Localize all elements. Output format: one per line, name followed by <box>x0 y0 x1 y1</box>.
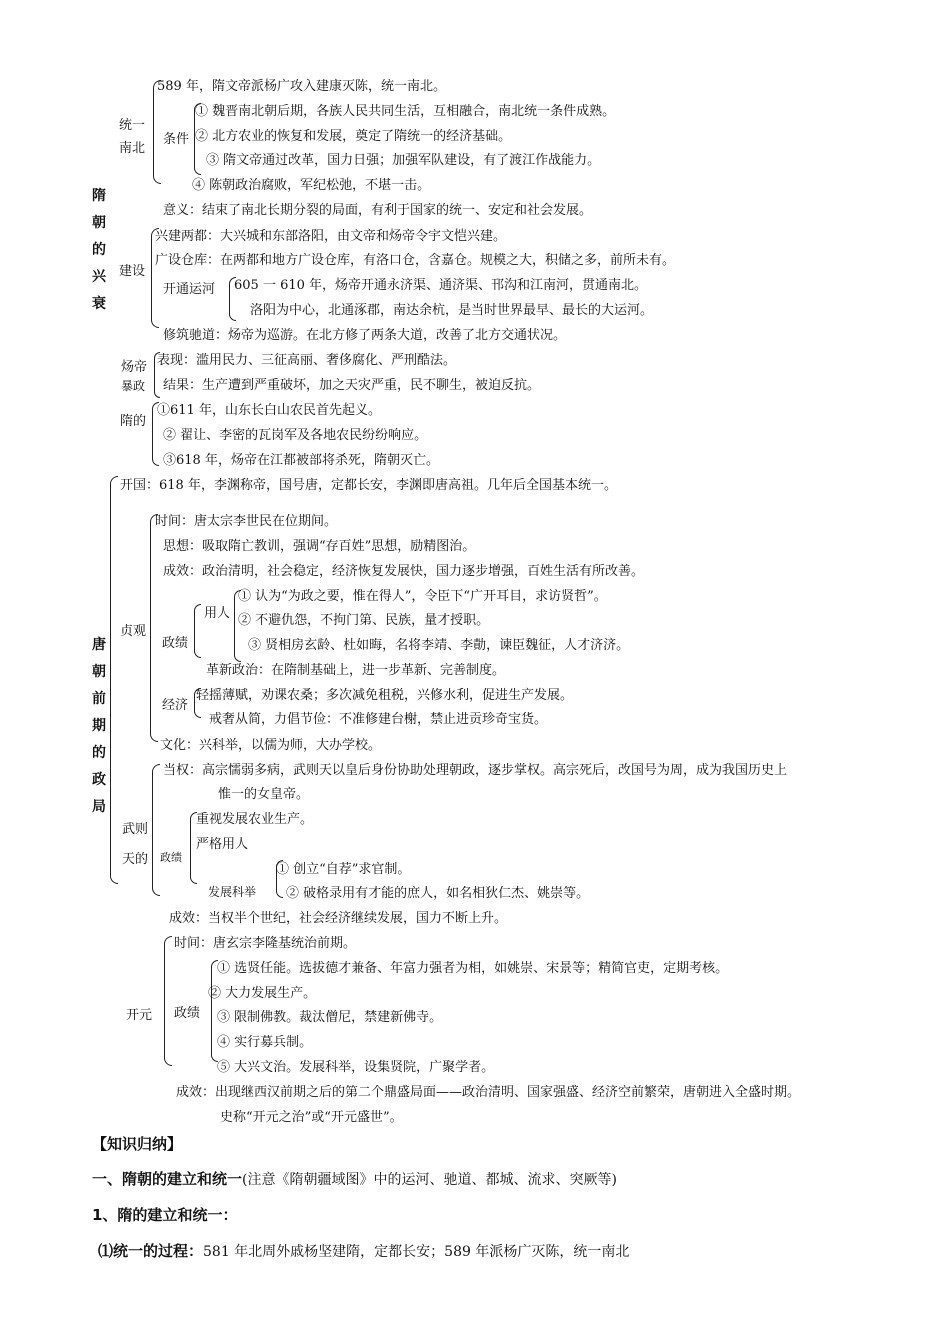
bracket-tang <box>110 476 118 884</box>
line-zg-people-3: ③ 贤相房玄龄、杜如晦，名将李靖、李勣，谏臣魏征，人才济济。 <box>248 638 630 653</box>
label-tongyi: 统一 <box>119 118 146 133</box>
line-fall-3: ③618 年，炀帝在江都被部将杀死，隋朝灭亡。 <box>163 453 439 468</box>
section1-heading <box>92 1168 617 1191</box>
line-fall-1: ①611 年，山东长白山农民首先起义。 <box>157 403 381 418</box>
knowledge-heading: 【知识归纳】 <box>92 1135 183 1153</box>
bracket-zhenguan <box>150 514 158 742</box>
line-zg-thought: 思想：吸取隋亡教训，强调“存百姓”思想，励精图治。 <box>163 539 476 554</box>
label-suide: 隋的 <box>120 414 147 429</box>
line-ky-result: 成效：出现继西汉前期之后的第二个鼎盛局面——政治清明、国家强盛、经济空前繁荣，唐朝进入全盛时期。 <box>176 1085 801 1100</box>
line-canal-2: 洛阳为中心，北通涿郡，南达余杭，是当时世界最早、最长的大运河。 <box>250 303 654 318</box>
line-ky-3: ③ 限制佛教。裁汰僧尼，禁建新佛寺。 <box>217 1010 443 1025</box>
line-roads: 修筑驰道：炀帝为巡游。在北方修了两条大道，改善了北方交通状况。 <box>163 328 567 343</box>
line-zg-economy-2: 戒奢从简，力倡节俭：不准修建台榭，禁止进贡珍奇宝货。 <box>209 712 548 727</box>
line-two-capitals: 兴建两都：大兴城和东部洛阳，由文帝和炀帝令宇文恺兴建。 <box>155 229 507 244</box>
tang-early-label: 唐朝前期的政局 <box>92 637 106 815</box>
line-fall-2: ② 翟让、李密的瓦岗军及各地农民纷纷响应。 <box>163 428 428 443</box>
line-significance: 意义：结束了南北长期分裂的局面，有利于国家的统一、安定和社会发展。 <box>163 203 593 218</box>
line-ky-name: 史称“开元之治”或“开元盛世”。 <box>220 1110 403 1125</box>
label-baozheng: 暴政 <box>121 379 146 393</box>
line-ky-5: ⑤ 大兴文治。发展科举，设集贤院，广聚学者。 <box>217 1060 495 1075</box>
line-wu-keju-2: ② 破格录用有才能的庶人，如名相狄仁杰、姚崇等。 <box>286 886 590 901</box>
line-wu-power: 当权：高宗懦弱多病，武则天以皇后身份协助处理朝政，逐步掌权。高宗死后，改国号为周，成为我国历史上 <box>163 763 788 778</box>
bracket-kaiyuan <box>164 936 172 1066</box>
bracket-wuzetian <box>152 764 160 896</box>
line-founding: 开国：618 年，李渊称帝，国号唐，定都长安，李渊即唐高祖。几年后全国基本统一。 <box>120 478 617 493</box>
label-tiaojian: 条件 <box>163 132 190 147</box>
line-wu-agri: 重视发展农业生产。 <box>196 812 314 827</box>
label-nanbei: 南北 <box>119 141 146 156</box>
line-condition-4: ④ 陈朝政治腐败，军纪松弛，不堪一击。 <box>192 178 431 193</box>
line-ky-1: ① 选贤任能。选拔德才兼备、年富力强者为相，如姚崇、宋景等；精简官吏，定期考核。 <box>217 961 729 976</box>
label-wuze: 武则 <box>122 822 149 837</box>
label-kaiyuan: 开元 <box>126 1008 153 1023</box>
subsection1-heading: 1、隋的建立和统一： <box>92 1206 238 1224</box>
line-canal-1: 605 一 610 年，炀帝开通永济渠、通济渠、邗沟和江南河，贯通南北。 <box>234 278 648 293</box>
label-zhengji1: 政绩 <box>162 636 189 651</box>
line-zg-result: 成效：政治清明，社会稳定，经济恢复发展快，国力逐步增强，百姓生活有所改善。 <box>163 564 645 579</box>
label-kaitong: 开通运河 <box>163 282 216 297</box>
label-jingji: 经济 <box>162 698 189 713</box>
line-granaries: 广设仓库：在两都和地方广设仓库，有洛口仓，含嘉仓。规模之大，积储之多，前所未有。 <box>155 253 676 268</box>
bracket-zhengji <box>194 604 201 658</box>
label-jianshe: 建设 <box>119 264 146 279</box>
line-wu-people: 严格用人 <box>196 837 249 852</box>
label-zhengji2: 政绩 <box>160 851 182 864</box>
line-ky-2: ② 大力发展生产。 <box>208 986 317 1001</box>
label-tiande: 天的 <box>122 852 149 867</box>
line-condition-3: ③ 隋文帝通过改革，国力日强；加强军队建设，有了渡江作战能力。 <box>206 153 601 168</box>
line-zg-people-1: ① 认为“为政之要，惟在得人”，令臣下“广开耳目，求访贤哲”。 <box>238 589 607 604</box>
label-zhenguan: 贞观 <box>120 624 147 639</box>
label-yongren: 用人 <box>204 606 231 621</box>
line-ky-time: 时间：唐玄宗李隆基统治前期。 <box>174 936 357 951</box>
line-ky-4: ④ 实行募兵制。 <box>217 1035 313 1050</box>
sui-dynasty-label: 隋朝的兴衰 <box>92 188 106 312</box>
section1-title: 一、隋朝的建立和统一 <box>92 1170 243 1188</box>
label-yangdi: 炀帝 <box>121 360 148 375</box>
line-zg-people-2: ② 不避仇怨，不拘门第、民族，量才授职。 <box>238 613 490 628</box>
line-condition-2: ② 北方农业的恢复和发展，奠定了隋统一的经济基础。 <box>195 129 512 144</box>
item1-label: ⑴统一的过程： <box>98 1242 204 1260</box>
line-zg-reform: 革新政治：在隋制基础上，进一步革新、完善制度。 <box>206 663 506 678</box>
label-zhengji3: 政绩 <box>174 1006 201 1021</box>
line-wu-power-2: 惟一的女皇帝。 <box>218 787 310 802</box>
line-condition-1: ① 魏晋南北朝后期，各族人民共同生活，互相融合，南北统一条件成熟。 <box>195 104 616 119</box>
section1-note: (注意《隋朝疆域图》中的运河、驰道、都城、流求、突厥等) <box>242 1172 617 1188</box>
line-zg-time: 时间：唐太宗李世民在位期间。 <box>155 514 338 529</box>
line-zg-economy-1: 轻摇薄赋，劝课农桑；多次减免租税，兴修水利，促进生产发展。 <box>196 688 574 703</box>
line-wu-keju-1: ① 创立“自荐”求官制。 <box>276 862 411 877</box>
label-fazhan-keju: 发展科举 <box>208 885 257 899</box>
item1-text: 581 年北周外戚杨坚建隋，定都长安；589 年派杨广灭陈，统一南北 <box>203 1244 630 1260</box>
line-tongyi-event: 589 年，隋文帝派杨广攻入建康灭陈，统一南北。 <box>157 79 446 94</box>
line-zg-culture: 文化：兴科举，以儒为师，大办学校。 <box>160 738 382 753</box>
line-tyranny-result: 结果：生产遭到严重破坏，加之天灾严重，民不聊生，被迫反抗。 <box>163 378 541 393</box>
line-wu-result: 成效：当权半个世纪，社会经济继续发展，国力不断上升。 <box>169 911 508 926</box>
line-tyranny-show: 表现：滥用民力、三征高丽、奢侈腐化、严刑酷法。 <box>157 353 457 368</box>
item1-line <box>98 1240 629 1263</box>
